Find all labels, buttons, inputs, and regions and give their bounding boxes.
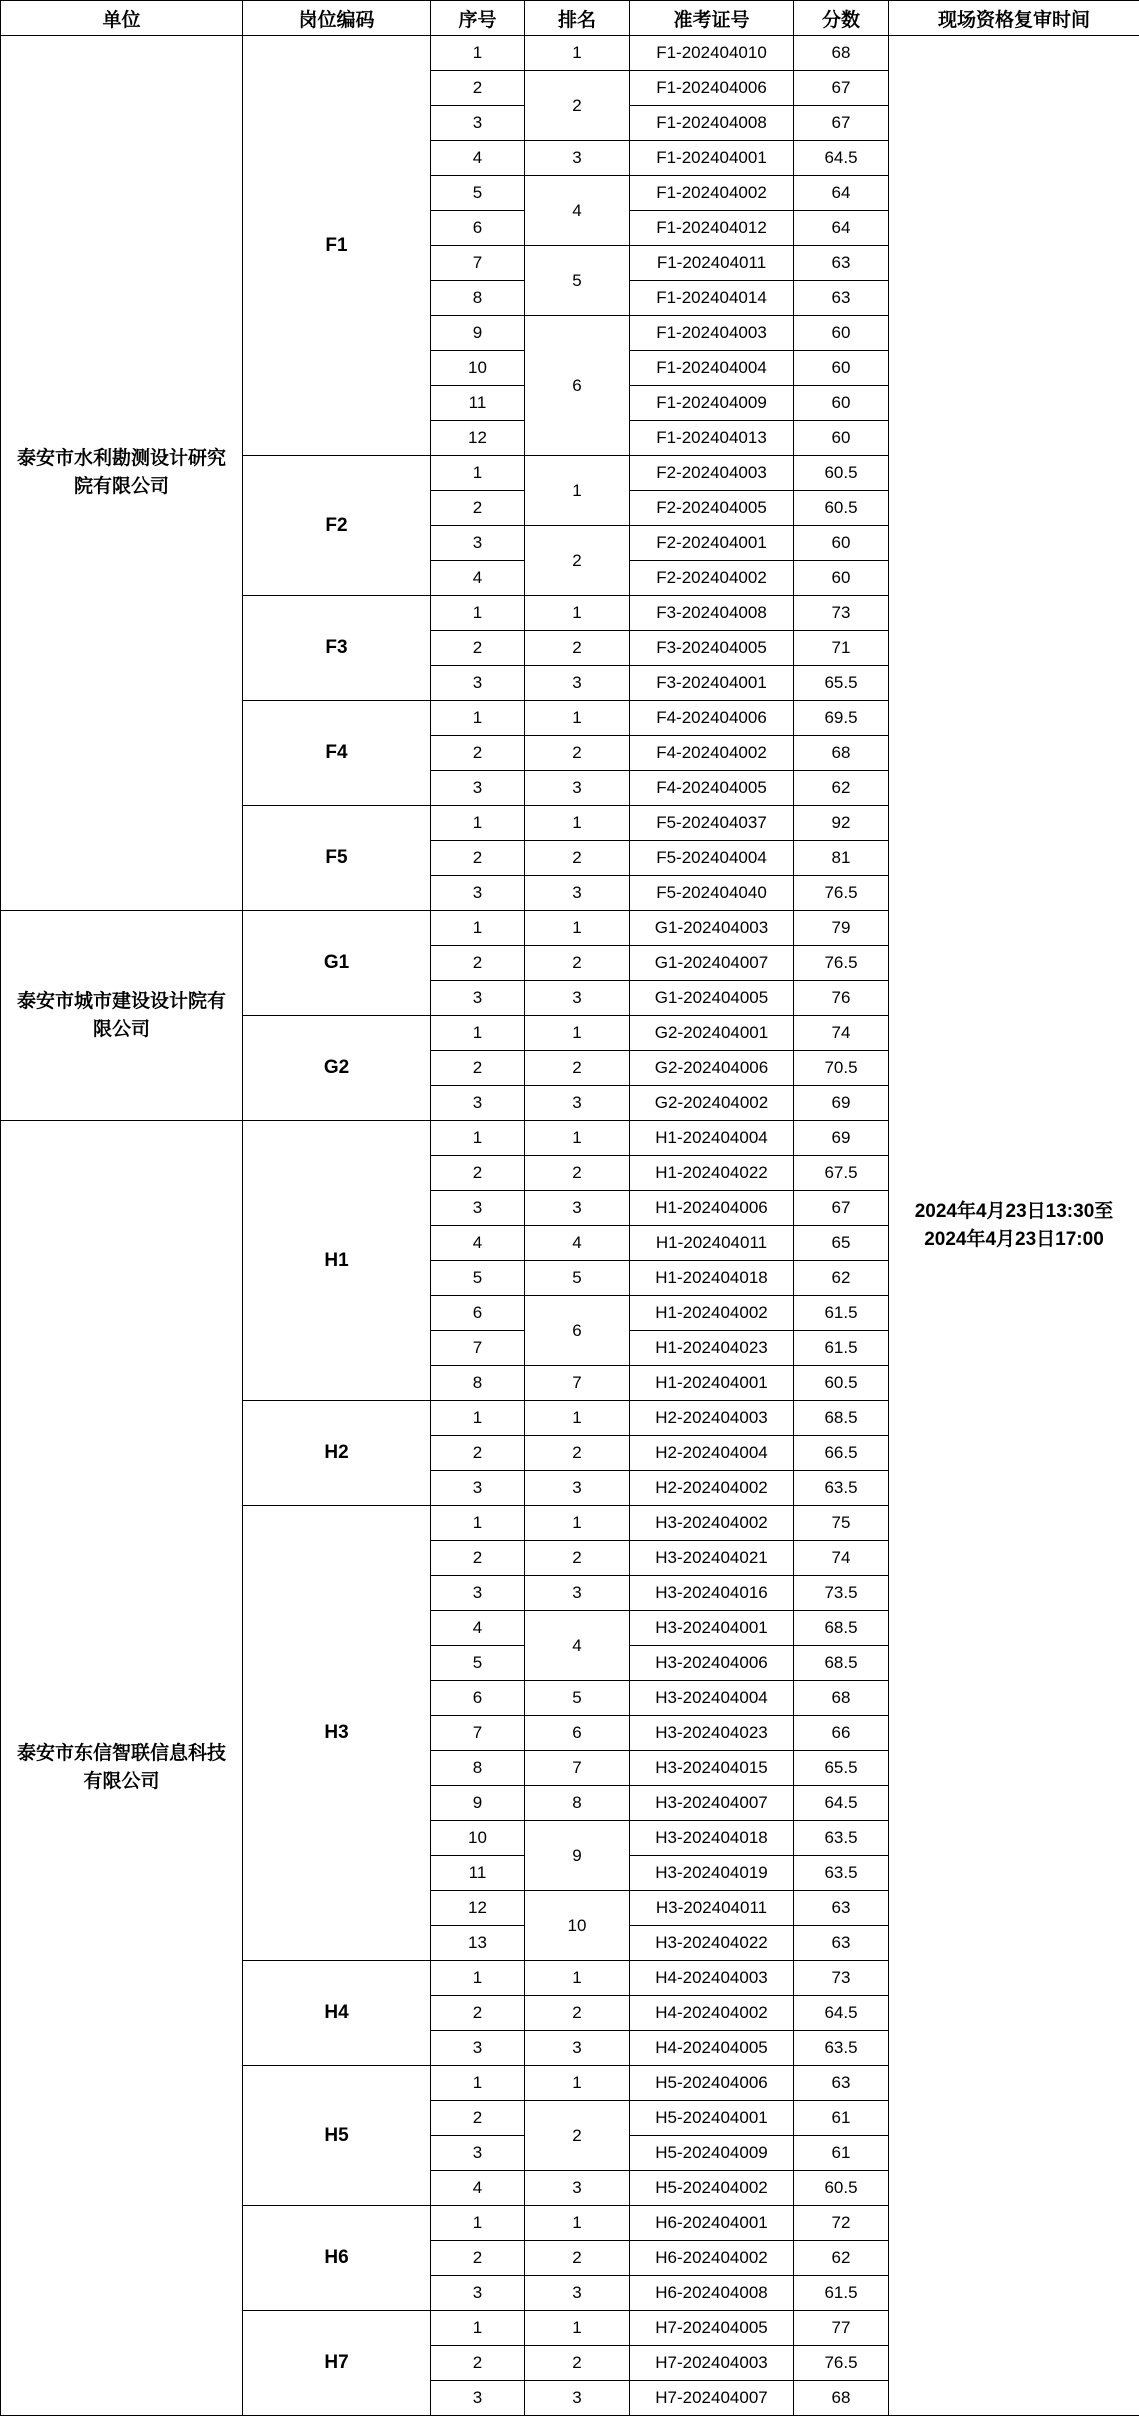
exam-id-cell: H7-202404005 [630, 2311, 794, 2346]
rank-cell: 3 [525, 141, 630, 176]
seq-cell: 3 [431, 666, 525, 701]
seq-cell: 1 [431, 1401, 525, 1436]
exam-id-cell: H3-202404011 [630, 1891, 794, 1926]
rank-cell: 5 [525, 246, 630, 316]
header-review-time: 现场资格复审时间 [889, 1, 1139, 36]
rank-cell: 5 [525, 1681, 630, 1716]
exam-id-cell: F2-202404003 [630, 456, 794, 491]
score-cell: 60 [794, 526, 889, 561]
seq-cell: 3 [431, 2276, 525, 2311]
score-cell: 60 [794, 421, 889, 456]
position-code: G2 [243, 1016, 431, 1121]
rank-cell: 1 [525, 1401, 630, 1436]
exam-id-cell: F2-202404001 [630, 526, 794, 561]
exam-id-cell: H7-202404003 [630, 2346, 794, 2381]
exam-id-cell: F1-202404004 [630, 351, 794, 386]
seq-cell: 3 [431, 526, 525, 561]
seq-cell: 1 [431, 2206, 525, 2241]
score-cell: 76.5 [794, 876, 889, 911]
exam-id-cell: H3-202404021 [630, 1541, 794, 1576]
score-cell: 68.5 [794, 1401, 889, 1436]
exam-id-cell: H5-202404002 [630, 2171, 794, 2206]
exam-id-cell: F1-202404014 [630, 281, 794, 316]
exam-id-cell: H3-202404018 [630, 1821, 794, 1856]
seq-cell: 9 [431, 1786, 525, 1821]
exam-id-cell: H2-202404002 [630, 1471, 794, 1506]
exam-id-cell: F3-202404005 [630, 631, 794, 666]
seq-cell: 3 [431, 1191, 525, 1226]
rank-cell: 6 [525, 316, 630, 456]
exam-id-cell: H5-202404001 [630, 2101, 794, 2136]
seq-cell: 1 [431, 456, 525, 491]
score-cell: 68 [794, 36, 889, 71]
score-cell: 67 [794, 1191, 889, 1226]
score-cell: 68 [794, 736, 889, 771]
seq-cell: 2 [431, 491, 525, 526]
exam-id-cell: H1-202404006 [630, 1191, 794, 1226]
seq-cell: 2 [431, 71, 525, 106]
exam-id-cell: F2-202404005 [630, 491, 794, 526]
score-cell: 68 [794, 2381, 889, 2416]
score-cell: 60.5 [794, 1366, 889, 1401]
rank-cell: 4 [525, 1611, 630, 1681]
score-cell: 76 [794, 981, 889, 1016]
seq-cell: 2 [431, 1051, 525, 1086]
rank-cell: 3 [525, 981, 630, 1016]
table-body [1, 36, 1139, 2416]
header-seq: 序号 [431, 1, 525, 36]
exam-id-cell: F1-202404009 [630, 386, 794, 421]
rank-cell: 3 [525, 1471, 630, 1506]
seq-cell: 5 [431, 1261, 525, 1296]
seq-cell: 8 [431, 1751, 525, 1786]
score-cell: 60 [794, 561, 889, 596]
rank-cell: 1 [525, 1506, 630, 1541]
score-cell: 60.5 [794, 456, 889, 491]
exam-id-cell: H1-202404002 [630, 1296, 794, 1331]
exam-id-cell: H1-202404001 [630, 1366, 794, 1401]
review-time [889, 36, 1139, 2416]
rank-cell: 10 [525, 1891, 630, 1961]
rank-cell: 5 [525, 1261, 630, 1296]
seq-cell: 3 [431, 771, 525, 806]
score-cell: 76.5 [794, 2346, 889, 2381]
exam-id-cell: H3-202404002 [630, 1506, 794, 1541]
seq-cell: 3 [431, 2136, 525, 2171]
score-cell: 79 [794, 911, 889, 946]
rank-cell: 1 [525, 36, 630, 71]
review-time-line: 2024年4月23日17:00 [924, 1228, 1104, 1250]
score-cell: 63.5 [794, 1821, 889, 1856]
seq-cell: 11 [431, 1856, 525, 1891]
score-cell: 68 [794, 1681, 889, 1716]
seq-cell: 6 [431, 211, 525, 246]
score-cell: 62 [794, 1261, 889, 1296]
seq-cell: 8 [431, 1366, 525, 1401]
exam-id-cell: F1-202404002 [630, 176, 794, 211]
rank-cell: 1 [525, 1121, 630, 1156]
score-cell: 65 [794, 1226, 889, 1261]
exam-id-cell: F4-202404002 [630, 736, 794, 771]
rank-cell: 1 [525, 596, 630, 631]
rank-cell: 1 [525, 911, 630, 946]
rank-cell: 3 [525, 666, 630, 701]
rank-cell: 3 [525, 1086, 630, 1121]
seq-cell: 2 [431, 1996, 525, 2031]
seq-cell: 7 [431, 246, 525, 281]
exam-id-cell: F5-202404037 [630, 806, 794, 841]
seq-cell: 3 [431, 1086, 525, 1121]
seq-cell: 1 [431, 36, 525, 71]
position-code: F2 [243, 456, 431, 596]
position-code: H6 [243, 2206, 431, 2311]
exam-id-cell: H1-202404022 [630, 1156, 794, 1191]
seq-cell: 7 [431, 1331, 525, 1366]
exam-id-cell: H3-202404004 [630, 1681, 794, 1716]
exam-id-cell: H3-202404016 [630, 1576, 794, 1611]
seq-cell: 10 [431, 1821, 525, 1856]
position-code: H4 [243, 1961, 431, 2066]
position-code: H1 [243, 1121, 431, 1401]
seq-cell: 12 [431, 1891, 525, 1926]
exam-id-cell: F1-202404008 [630, 106, 794, 141]
seq-cell: 6 [431, 1681, 525, 1716]
score-cell: 63 [794, 1891, 889, 1926]
seq-cell: 2 [431, 946, 525, 981]
score-cell: 74 [794, 1016, 889, 1051]
exam-id-cell: H6-202404001 [630, 2206, 794, 2241]
seq-cell: 2 [431, 1156, 525, 1191]
rank-cell: 3 [525, 2381, 630, 2416]
seq-cell: 3 [431, 1576, 525, 1611]
position-code: H2 [243, 1401, 431, 1506]
seq-cell: 4 [431, 2171, 525, 2206]
rank-cell: 3 [525, 1576, 630, 1611]
seq-cell: 2 [431, 2241, 525, 2276]
seq-cell: 3 [431, 981, 525, 1016]
score-cell: 73 [794, 1961, 889, 1996]
position-code: F3 [243, 596, 431, 701]
exam-id-cell: H5-202404009 [630, 2136, 794, 2171]
exam-id-cell: F4-202404006 [630, 701, 794, 736]
score-cell: 68.5 [794, 1611, 889, 1646]
score-cell: 61 [794, 2136, 889, 2171]
seq-cell: 4 [431, 1611, 525, 1646]
rank-cell: 7 [525, 1751, 630, 1786]
rank-cell: 9 [525, 1821, 630, 1891]
score-cell: 60 [794, 351, 889, 386]
rank-cell: 1 [525, 701, 630, 736]
position-code: G1 [243, 911, 431, 1016]
exam-id-cell: H2-202404003 [630, 1401, 794, 1436]
rank-cell: 1 [525, 456, 630, 526]
score-cell: 63 [794, 246, 889, 281]
score-cell: 60.5 [794, 2171, 889, 2206]
score-cell: 72 [794, 2206, 889, 2241]
score-cell: 92 [794, 806, 889, 841]
seq-cell: 5 [431, 176, 525, 211]
header-row [1, 1, 1139, 36]
score-cell: 81 [794, 841, 889, 876]
exam-id-cell: G1-202404005 [630, 981, 794, 1016]
review-time-line: 2024年4月23日13:30至 [914, 1200, 1114, 1222]
score-cell: 61.5 [794, 2276, 889, 2311]
exam-id-cell: H1-202404018 [630, 1261, 794, 1296]
seq-cell: 7 [431, 1716, 525, 1751]
exam-id-cell: F2-202404002 [630, 561, 794, 596]
exam-id-cell: H6-202404008 [630, 2276, 794, 2311]
score-cell: 67.5 [794, 1156, 889, 1191]
seq-cell: 2 [431, 841, 525, 876]
rank-cell: 2 [525, 736, 630, 771]
exam-id-cell: H3-202404015 [630, 1751, 794, 1786]
unit-name: 泰安市东信智联信息科技有限公司 [1, 1121, 243, 2416]
seq-cell: 3 [431, 2031, 525, 2066]
seq-cell: 1 [431, 1016, 525, 1051]
score-cell: 63 [794, 281, 889, 316]
rank-cell: 3 [525, 771, 630, 806]
rank-cell: 3 [525, 2276, 630, 2311]
exam-id-cell: F5-202404040 [630, 876, 794, 911]
seq-cell: 4 [431, 141, 525, 176]
seq-cell: 4 [431, 561, 525, 596]
rank-cell: 1 [525, 806, 630, 841]
score-cell: 63 [794, 2066, 889, 2101]
header-position-code: 岗位编码 [243, 1, 431, 36]
score-cell: 77 [794, 2311, 889, 2346]
score-cell: 71 [794, 631, 889, 666]
score-cell: 62 [794, 771, 889, 806]
seq-cell: 1 [431, 1961, 525, 1996]
score-cell: 73 [794, 596, 889, 631]
exam-id-cell: H1-202404011 [630, 1226, 794, 1261]
exam-id-cell: H4-202404005 [630, 2031, 794, 2066]
exam-id-cell: F1-202404003 [630, 316, 794, 351]
header-exam-id: 准考证号 [630, 1, 794, 36]
score-cell: 63.5 [794, 1471, 889, 1506]
position-code: H3 [243, 1506, 431, 1961]
score-cell: 61.5 [794, 1296, 889, 1331]
position-code: F5 [243, 806, 431, 911]
score-cell: 64.5 [794, 1786, 889, 1821]
exam-id-cell: F1-202404013 [630, 421, 794, 456]
exam-id-cell: H3-202404007 [630, 1786, 794, 1821]
exam-id-cell: H6-202404002 [630, 2241, 794, 2276]
header-unit: 单位 [1, 1, 243, 36]
seq-cell: 1 [431, 806, 525, 841]
rank-cell: 2 [525, 1541, 630, 1576]
rank-cell: 2 [525, 2241, 630, 2276]
seq-cell: 1 [431, 1506, 525, 1541]
rank-cell: 3 [525, 2031, 630, 2066]
exam-id-cell: F5-202404004 [630, 841, 794, 876]
position-code: H5 [243, 2066, 431, 2206]
score-cell: 63.5 [794, 2031, 889, 2066]
position-code: H7 [243, 2311, 431, 2416]
score-cell: 64 [794, 176, 889, 211]
exam-id-cell: H2-202404004 [630, 1436, 794, 1471]
seq-cell: 3 [431, 876, 525, 911]
seq-cell: 12 [431, 421, 525, 456]
rank-cell: 2 [525, 2101, 630, 2171]
exam-id-cell: H3-202404019 [630, 1856, 794, 1891]
seq-cell: 3 [431, 2381, 525, 2416]
seq-cell: 9 [431, 316, 525, 351]
table-row [1, 36, 1139, 71]
rank-cell: 6 [525, 1296, 630, 1366]
rank-cell: 2 [525, 71, 630, 141]
rank-cell: 1 [525, 2066, 630, 2101]
rank-cell: 4 [525, 1226, 630, 1261]
exam-id-cell: F3-202404001 [630, 666, 794, 701]
seq-cell: 2 [431, 1436, 525, 1471]
exam-id-cell: G2-202404002 [630, 1086, 794, 1121]
exam-id-cell: F1-202404001 [630, 141, 794, 176]
seq-cell: 10 [431, 351, 525, 386]
rank-cell: 7 [525, 1366, 630, 1401]
score-cell: 75 [794, 1506, 889, 1541]
score-cell: 60 [794, 316, 889, 351]
score-cell: 68.5 [794, 1646, 889, 1681]
exam-id-cell: G2-202404001 [630, 1016, 794, 1051]
seq-cell: 1 [431, 1121, 525, 1156]
rank-cell: 2 [525, 946, 630, 981]
rank-cell: 2 [525, 841, 630, 876]
rank-cell: 1 [525, 1961, 630, 1996]
score-cell: 64 [794, 211, 889, 246]
exam-id-cell: F4-202404005 [630, 771, 794, 806]
seq-cell: 2 [431, 2346, 525, 2381]
seq-cell: 1 [431, 596, 525, 631]
score-cell: 65.5 [794, 1751, 889, 1786]
seq-cell: 1 [431, 911, 525, 946]
exam-id-cell: H1-202404004 [630, 1121, 794, 1156]
seq-cell: 2 [431, 736, 525, 771]
score-cell: 60 [794, 386, 889, 421]
seq-cell: 2 [431, 1541, 525, 1576]
score-cell: 64.5 [794, 1996, 889, 2031]
score-cell: 70.5 [794, 1051, 889, 1086]
rank-cell: 2 [525, 1436, 630, 1471]
score-cell: 67 [794, 106, 889, 141]
seq-cell: 1 [431, 2066, 525, 2101]
rank-cell: 2 [525, 1996, 630, 2031]
rank-cell: 3 [525, 2171, 630, 2206]
exam-id-cell: H4-202404003 [630, 1961, 794, 1996]
exam-id-cell: F1-202404006 [630, 71, 794, 106]
seq-cell: 8 [431, 281, 525, 316]
rank-cell: 1 [525, 2206, 630, 2241]
seq-cell: 2 [431, 2101, 525, 2136]
seq-cell: 6 [431, 1296, 525, 1331]
seq-cell: 3 [431, 1471, 525, 1506]
score-cell: 63.5 [794, 1856, 889, 1891]
position-code: F4 [243, 701, 431, 806]
rank-cell: 3 [525, 1191, 630, 1226]
score-cell: 76.5 [794, 946, 889, 981]
exam-id-cell: H3-202404022 [630, 1926, 794, 1961]
score-cell: 67 [794, 71, 889, 106]
exam-id-cell: H3-202404006 [630, 1646, 794, 1681]
score-cell: 61 [794, 2101, 889, 2136]
position-code: F1 [243, 36, 431, 456]
exam-id-cell: H3-202404001 [630, 1611, 794, 1646]
exam-id-cell: F3-202404008 [630, 596, 794, 631]
unit-name: 泰安市水利勘测设计研究院有限公司 [1, 36, 243, 911]
score-cell: 66 [794, 1716, 889, 1751]
exam-id-cell: F1-202404012 [630, 211, 794, 246]
seq-cell: 5 [431, 1646, 525, 1681]
seq-cell: 13 [431, 1926, 525, 1961]
seq-cell: 2 [431, 631, 525, 666]
exam-id-cell: H1-202404023 [630, 1331, 794, 1366]
score-cell: 69.5 [794, 701, 889, 736]
rank-cell: 1 [525, 2311, 630, 2346]
rank-cell: 8 [525, 1786, 630, 1821]
seq-cell: 1 [431, 701, 525, 736]
seq-cell: 11 [431, 386, 525, 421]
score-cell: 62 [794, 2241, 889, 2276]
header-score: 分数 [794, 1, 889, 36]
exam-id-cell: G1-202404003 [630, 911, 794, 946]
rank-cell: 2 [525, 1156, 630, 1191]
rank-cell: 2 [525, 2346, 630, 2381]
rank-cell: 2 [525, 526, 630, 596]
exam-id-cell: H5-202404006 [630, 2066, 794, 2101]
exam-id-cell: F1-202404011 [630, 246, 794, 281]
score-cell: 66.5 [794, 1436, 889, 1471]
exam-id-cell: F1-202404010 [630, 36, 794, 71]
score-cell: 64.5 [794, 141, 889, 176]
score-cell: 61.5 [794, 1331, 889, 1366]
score-cell: 63 [794, 1926, 889, 1961]
seq-cell: 1 [431, 2311, 525, 2346]
unit-name: 泰安市城市建设设计院有限公司 [1, 911, 243, 1121]
header-rank: 排名 [525, 1, 630, 36]
score-cell: 60.5 [794, 491, 889, 526]
rank-cell: 1 [525, 1016, 630, 1051]
score-cell: 73.5 [794, 1576, 889, 1611]
rank-cell: 2 [525, 631, 630, 666]
exam-id-cell: H7-202404007 [630, 2381, 794, 2416]
exam-id-cell: H3-202404023 [630, 1716, 794, 1751]
score-cell: 69 [794, 1121, 889, 1156]
score-cell: 74 [794, 1541, 889, 1576]
exam-id-cell: G1-202404007 [630, 946, 794, 981]
seq-cell: 4 [431, 1226, 525, 1261]
seq-cell: 3 [431, 106, 525, 141]
rank-cell: 6 [525, 1716, 630, 1751]
exam-id-cell: H4-202404002 [630, 1996, 794, 2031]
rank-cell: 3 [525, 876, 630, 911]
rank-cell: 4 [525, 176, 630, 246]
exam-id-cell: G2-202404006 [630, 1051, 794, 1086]
score-cell: 69 [794, 1086, 889, 1121]
rank-cell: 2 [525, 1051, 630, 1086]
score-cell: 65.5 [794, 666, 889, 701]
